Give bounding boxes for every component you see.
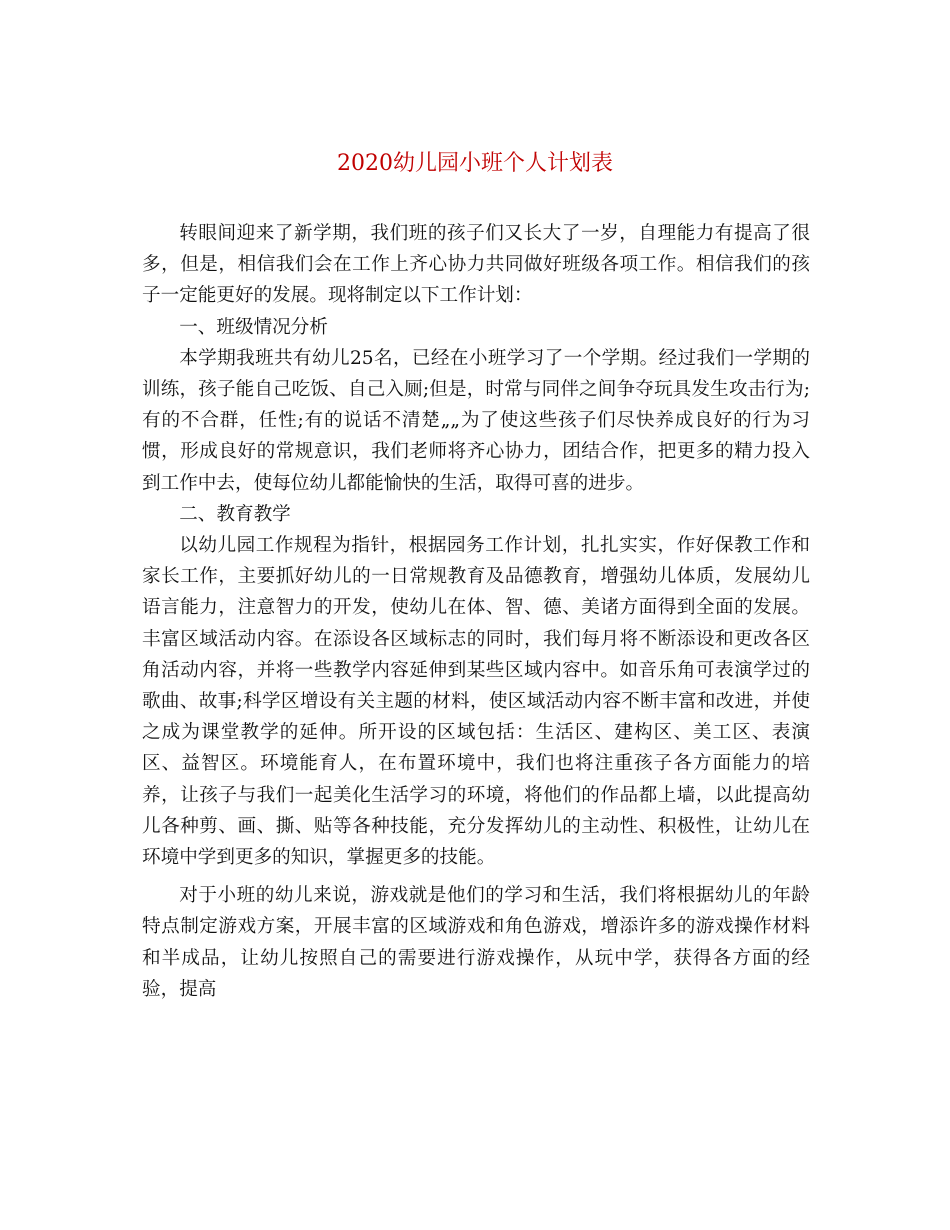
paragraph-education: 以幼儿园工作规程为指针，根据园务工作计划，扎扎实实，作好保教工作和家长工作，主要抓好幼儿的一日常规教育及品德教育，增强幼儿体质，发展幼儿语言能力，注意智力的开发，使幼儿在体、智、德、美诸方面得到全面的发展。丰富区域活动内容。在添设各区域标志的同时，我们每月将不断添设和更改各区角活动内容，并将一些教学内容延伸到某些区域内容中。如音乐角可表演学过的歌曲、故事;科学区增设有关主题的材料，使区域活动内容不断丰富和改进，并使之成为课堂教学的延伸。所开设的区域包括：生活区、建构区、美工区、表演区、益智区。环境能育人，在布置环境中，我们也将注重孩子各方面能力的培养，让孩子与我们一起美化生活学习的环境，将他们的作品都上墙，以此提高幼儿各种剪、画、撕、贴等各种技能，充分发挥幼儿的主动性、积极性，让幼儿在环境中学到更多的知识，掌握更多的技能。 (142, 535, 810, 869)
section-heading-class-analysis: 一、班级情况分析 (179, 316, 328, 338)
paragraph-games: 对于小班的幼儿来说，游戏就是他们的学习和生活，我们将根据幼儿的年龄特点制定游戏方案，开展丰富的区域游戏和角色游戏，增添许多的游戏操作材料和半成品，让幼儿按照自己的需要进行游戏操作，从玩中学，获得各方面的经验，提高 (142, 885, 810, 1000)
section-heading-education: 二、教育教学 (179, 503, 291, 525)
document-body (142, 218, 810, 1005)
document-title: 2020幼儿园小班个人计划表 (337, 150, 613, 176)
paragraph-class-analysis: 本学期我班共有幼儿25名，已经在小班学习了一个学期。经过我们一学期的训练，孩子能自己吃饭、自己入厕;但是，时常与同伴之间争夺玩具发生攻击行为;有的不合群，任性;有的说话不清楚„„为了使这些孩子们尽快养成良好的行为习惯，形成良好的常规意识，我们老师将齐心协力，团结合作，把更多的精力投入到工作中去，使每位幼儿都能愉快的生活，取得可喜的进步。 (142, 347, 810, 494)
paragraph-intro: 转眼间迎来了新学期，我们班的孩子们又长大了一岁，自理能力有提高了很多，但是，相信我们会在工作上齐心协力共同做好班级各项工作。相信我们的孩子一定能更好的发展。现将制定以下工作计划： (142, 223, 810, 307)
